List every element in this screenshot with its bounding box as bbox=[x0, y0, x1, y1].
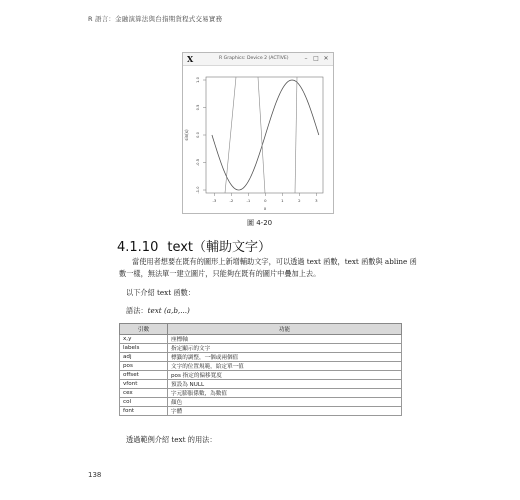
cell-desc: 指定顯示的文字 bbox=[168, 344, 402, 353]
x-tick-label: -2 bbox=[229, 198, 234, 203]
table-row bbox=[120, 353, 402, 362]
close-button[interactable]: ✕ bbox=[323, 55, 329, 62]
cell-arg: cex bbox=[120, 389, 168, 398]
cell-arg: offset bbox=[120, 371, 168, 380]
cell-arg: vfont bbox=[120, 380, 168, 389]
section-heading bbox=[117, 236, 271, 255]
sine-curve bbox=[212, 80, 319, 190]
cell-desc: 顏色 bbox=[168, 398, 402, 407]
x-tick-label: 1 bbox=[281, 198, 284, 203]
diagonal-line-2 bbox=[258, 77, 265, 193]
y-tick-label: -1.0 bbox=[196, 186, 200, 194]
y-tick-label: 0.0 bbox=[196, 132, 200, 138]
y-tick-label: -0.5 bbox=[196, 158, 200, 167]
r-graphics-window[interactable] bbox=[182, 52, 334, 214]
figure-caption: 圖 4-20 bbox=[247, 219, 273, 227]
intro-paragraph: 當使用者想要在既有的圖形上新增輔助文字，可以透過 text 函數，text 函數與 abline 函數一樣，無法單一建立圖片，只能夠在既有的圖片中疊加上去。 bbox=[119, 257, 417, 278]
syntax-label: 語法： bbox=[126, 306, 148, 315]
y-tick-label: 1.0 bbox=[196, 77, 200, 83]
window-title: R Graphics: Device 2 (ACTIVE) bbox=[219, 56, 289, 61]
syntax-line bbox=[126, 305, 190, 317]
cell-arg: labels bbox=[120, 344, 168, 353]
cell-arg: adj bbox=[120, 353, 168, 362]
table-row bbox=[120, 407, 402, 416]
running-header: R 語言：金融演算法與台指期貨程式交易實務 bbox=[88, 15, 223, 23]
table-row bbox=[120, 344, 402, 353]
section-number: 4.1.10 bbox=[117, 240, 159, 255]
table-row bbox=[120, 380, 402, 389]
x-tick-label: 2 bbox=[298, 198, 301, 203]
x-tick-label: 0 bbox=[264, 198, 267, 203]
y-axis bbox=[196, 76, 206, 193]
list-intro: 以下介紹 text 函數： bbox=[126, 288, 195, 297]
cell-desc: 字元膨脹係數，為數值 bbox=[168, 389, 402, 398]
cell-desc: 預設為 NULL bbox=[168, 380, 402, 389]
table-row bbox=[120, 335, 402, 344]
r-logo-icon: X bbox=[187, 54, 194, 64]
page-number: 138 bbox=[88, 471, 102, 479]
diagonal-line-1 bbox=[225, 77, 236, 193]
syntax-code: text (a,b,...) bbox=[147, 306, 190, 315]
x-axis bbox=[212, 193, 318, 203]
cell-arg: pos bbox=[120, 362, 168, 371]
x-tick-label: 3 bbox=[315, 198, 318, 203]
header-function: 功能 bbox=[168, 324, 402, 335]
cell-desc: 座標軸 bbox=[168, 335, 402, 344]
plot-frame bbox=[206, 77, 323, 193]
cell-arg: col bbox=[120, 398, 168, 407]
cell-arg: x,y bbox=[120, 335, 168, 344]
table-header-row bbox=[120, 324, 402, 335]
x-tick-label: -1 bbox=[246, 198, 251, 203]
table-row bbox=[120, 389, 402, 398]
cell-desc: 文字的位置規範，給定單一值 bbox=[168, 362, 402, 371]
cell-desc: 標籤的調整，一個或兩個值 bbox=[168, 353, 402, 362]
y-tick-label: 0.5 bbox=[196, 104, 200, 111]
minimize-button[interactable]: – bbox=[304, 55, 308, 62]
window-title-bar[interactable] bbox=[183, 53, 333, 66]
header-argument: 引數 bbox=[120, 324, 168, 335]
table-row bbox=[120, 398, 402, 407]
x-axis-label: x bbox=[263, 206, 267, 211]
cell-desc: 字體 bbox=[168, 407, 402, 416]
table-row bbox=[120, 362, 402, 371]
table-row bbox=[120, 371, 402, 380]
cell-desc: pos 指定的偏移寬度 bbox=[168, 371, 402, 380]
arguments-table bbox=[119, 323, 402, 416]
maximize-button[interactable]: □ bbox=[313, 55, 319, 62]
example-intro: 透過範例介紹 text 的用法： bbox=[126, 435, 217, 444]
section-title: text（輔助文字） bbox=[167, 240, 272, 255]
y-axis-label: sin(x) bbox=[184, 129, 189, 141]
cell-arg: font bbox=[120, 407, 168, 416]
plot-area bbox=[183, 66, 333, 212]
x-tick-label: -3 bbox=[212, 198, 217, 203]
diagonal-line-3 bbox=[295, 77, 297, 193]
